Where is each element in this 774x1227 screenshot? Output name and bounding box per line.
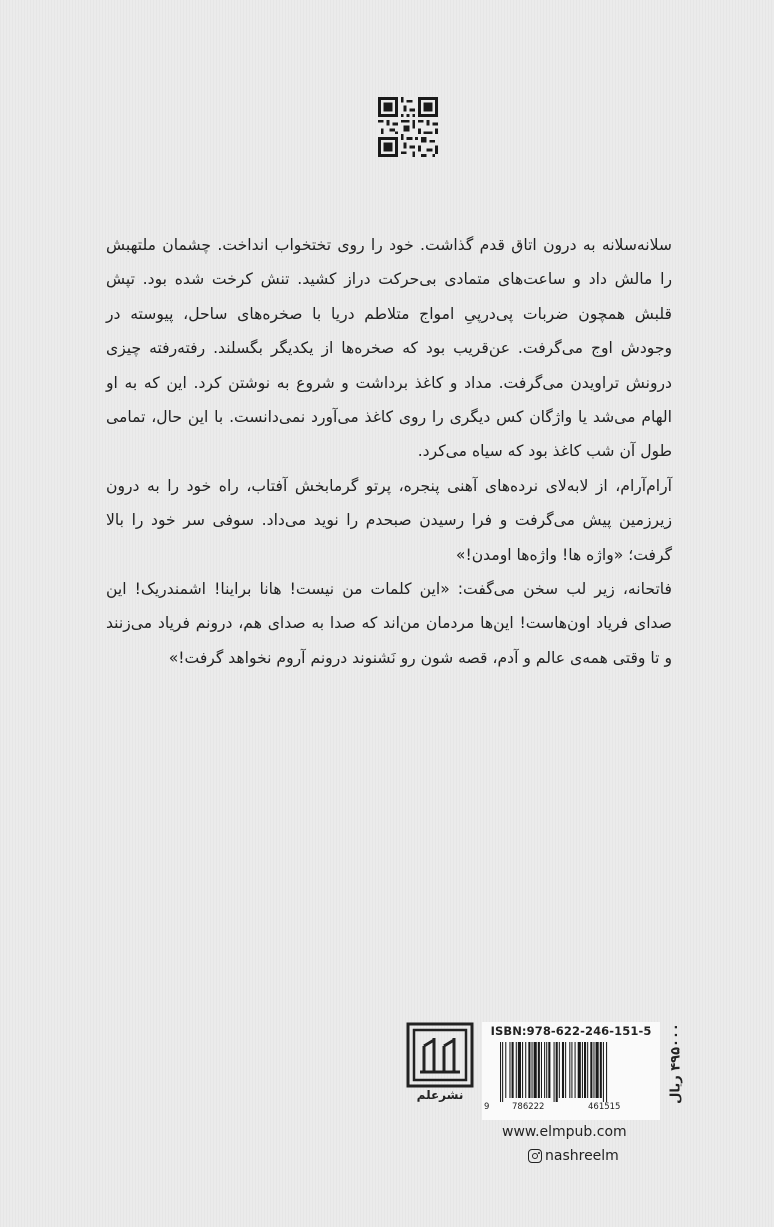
barcode-bar: [593, 1042, 594, 1098]
barcode-icon: [488, 1042, 654, 1102]
barcode-bar: [569, 1042, 570, 1098]
barcode-bar: [559, 1042, 560, 1098]
barcode-digits-right: 461515: [588, 1102, 621, 1112]
barcode-bar: [512, 1042, 514, 1098]
barcode-digits-mid: 786222: [512, 1102, 545, 1112]
instagram-icon: [528, 1149, 542, 1163]
barcode-bar: [578, 1042, 581, 1098]
barcode-bar: [600, 1042, 602, 1098]
barcode-bar: [505, 1042, 506, 1098]
barcode-bar: [502, 1042, 503, 1102]
barcode-bar: [522, 1042, 523, 1098]
barcode-bar: [571, 1042, 572, 1098]
instagram-handle[interactable]: nashreelm: [545, 1148, 619, 1164]
blurb-paragraph: سلانه‌سلانه به درون اتاق قدم گذاشت. خود را روی تختخواب انداخت. چشمان ملتهبش را مالش داد و ساعت‌های متمادی بی‌حرکت دراز کشید. تنش کرخت شده بود. تپش قلبش همچون ضربات پی‌درپیِ امواج متلاطم دریا با صخره‌های ساحل، پیوسته در وجودش اوج می‌گرفت. عن‌قریب بود که صخره‌ها از یکدیگر بگسلند. رفته‌رفته چیزی درونش تراویدن می‌گرفت. مداد و کاغذ برداشت و شروع به نوشتن کرد. این که به او الهام می‌شد یا واژگان کس دیگری را روی کاغذ می‌آورد نمی‌دانست. با این حال، تمامی طول آن شب کاغذ بود که سیاه می‌کرد.: [106, 236, 672, 461]
instagram-handle-row[interactable]: [528, 1146, 619, 1166]
price-text: ۴۹۵۰۰۰ ریال: [668, 1023, 684, 1104]
barcode-bar: [554, 1042, 555, 1102]
price-label: [662, 1016, 688, 1124]
barcode-bar: [603, 1042, 604, 1102]
barcode-bar: [556, 1042, 558, 1102]
barcode-bar: [590, 1042, 592, 1098]
blurb-paragraph: فاتحانه، زیر لب سخن می‌گفت: «این کلمات من نیست! هانا براینا! اشمندریک! این صدای فریاد اون‌هاست! این‌ها مردمان من‌اند که صدا به صدای هم، درونم فریاد می‌زنند و تا وقتی همه‌ی عالم و آدم، قصه شون رو نَشنوند درونم آروم نخواهد گرفت!»: [106, 580, 672, 667]
isbn-label: ISBN:978-622-246-151-5: [490, 1024, 652, 1038]
barcode-bar: [541, 1042, 542, 1098]
barcode-bar: [548, 1042, 550, 1098]
barcode-bar: [534, 1042, 537, 1098]
publisher-name: نشرعلم: [416, 1088, 464, 1102]
barcode-bar: [528, 1042, 530, 1098]
barcode-bar: [518, 1042, 521, 1098]
barcode-bar: [606, 1042, 607, 1102]
barcode-bar: [516, 1042, 517, 1098]
barcode-bar: [546, 1042, 547, 1098]
barcode-bar: [582, 1042, 583, 1098]
barcode-bar: [596, 1042, 599, 1098]
back-cover-blurb: [106, 228, 672, 675]
publisher-website[interactable]: www.elmpub.com: [502, 1124, 627, 1140]
barcode-bar: [500, 1042, 501, 1102]
barcode-bar: [565, 1042, 566, 1098]
barcode-digit-left: 9: [484, 1102, 490, 1112]
qr-code-icon: [378, 97, 438, 157]
barcode-bar: [562, 1042, 564, 1098]
barcode-bar: [575, 1042, 576, 1098]
blurb-paragraph: آرام‌آرام، از لابه‌لای نرده‌های آهنی پنجره، پرتو گرمابخش آفتاب، راه خود را به درون زیرزمین پیش می‌گرفت و فرا رسیدن صبحدم را نوید می‌داد. سوفی سر خود را بالا گرفت؛ «واژه ها! واژه‌ها اومدن!»: [106, 476, 672, 564]
barcode-bar: [584, 1042, 586, 1098]
barcode-bar: [587, 1042, 588, 1098]
barcode-bar: [538, 1042, 540, 1098]
barcode-bar: [509, 1042, 510, 1098]
isbn-barcode: [482, 1022, 660, 1120]
barcode-bar: [544, 1042, 545, 1098]
barcode-bar: [532, 1042, 533, 1098]
barcode-bar: [525, 1042, 526, 1098]
